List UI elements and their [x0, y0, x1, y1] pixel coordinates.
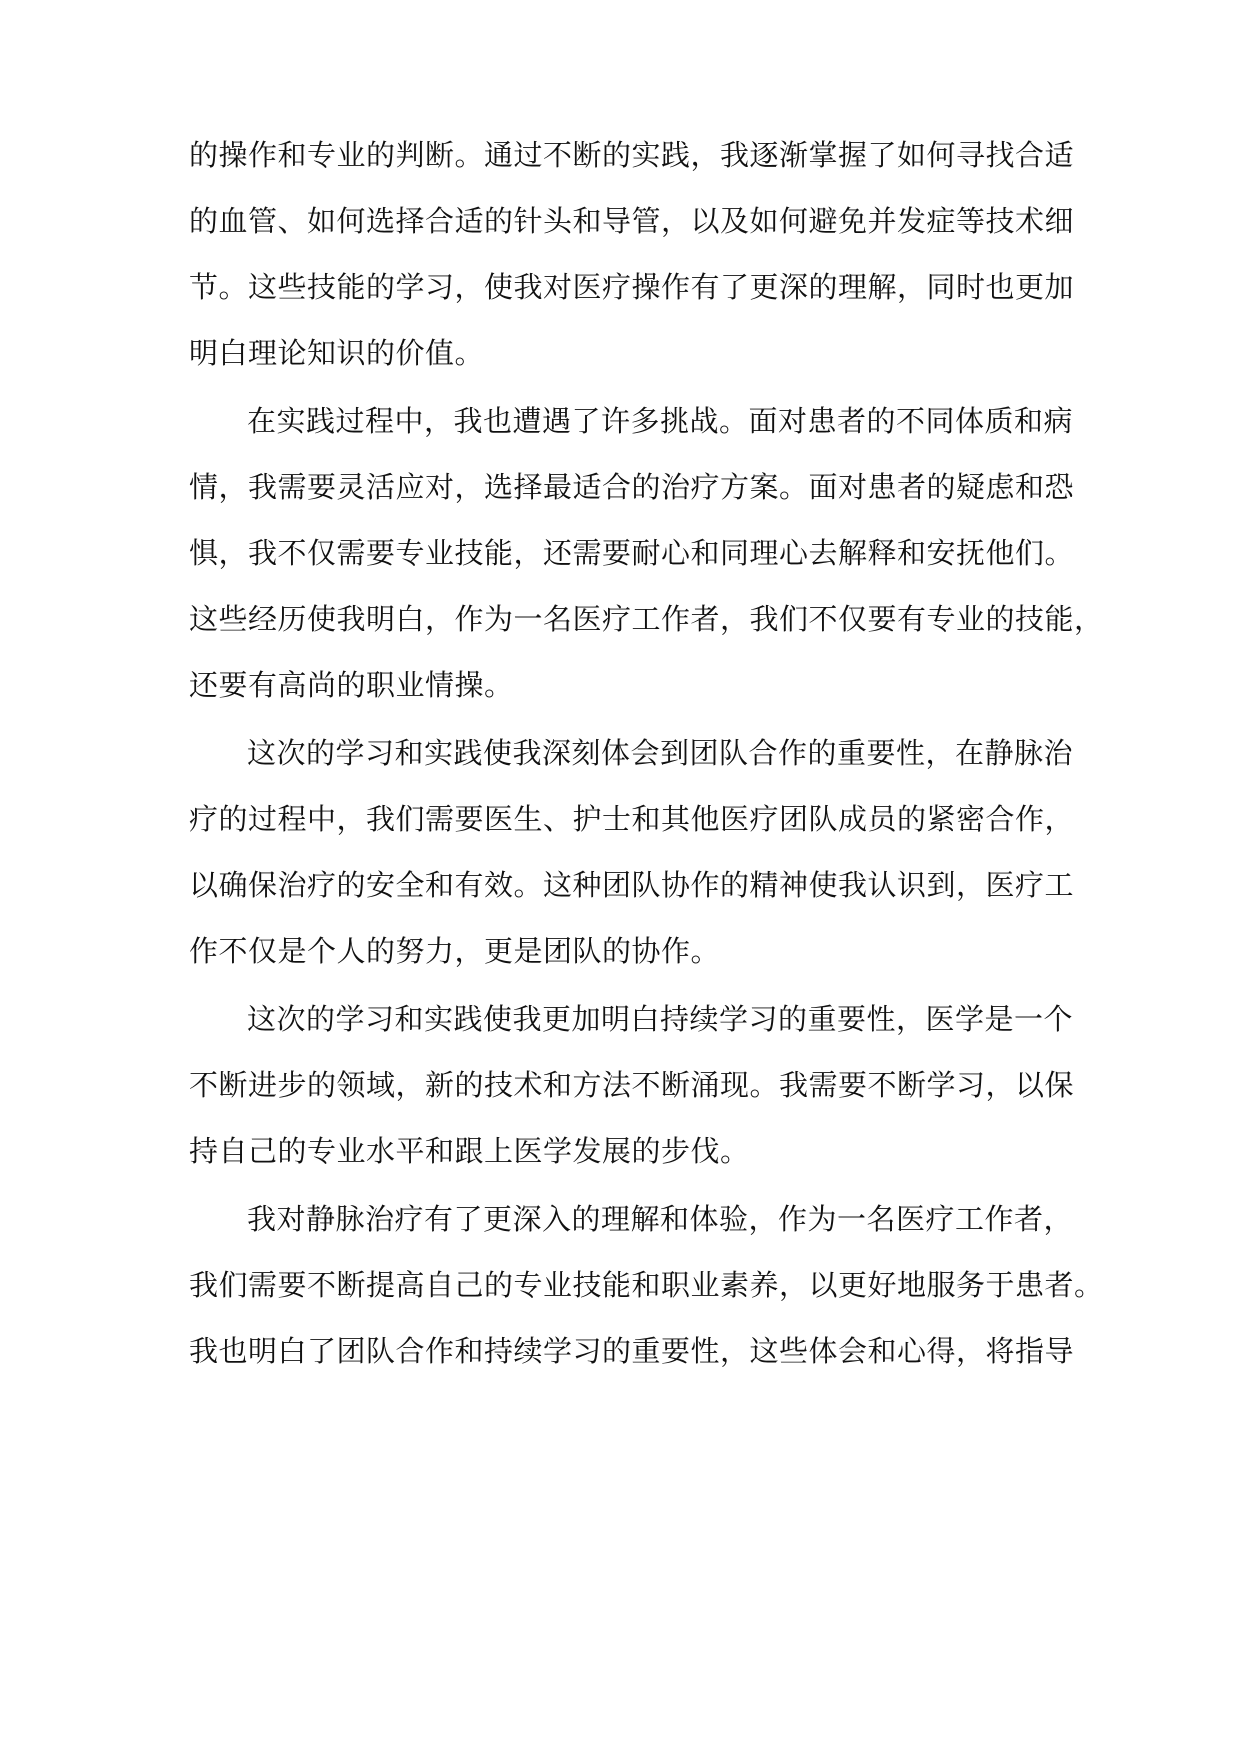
text-line: 这些经历使我明白，作为一名医疗工作者，我们不仅要有专业的技能， [189, 602, 1104, 636]
text-line: 明白理论知识的价值。 [189, 336, 485, 370]
text-line: 不断进步的领域，新的技术和方法不断涌现。我需要不断学习，以保 [189, 1068, 1075, 1102]
text-line: 我们需要不断提高自己的专业技能和职业素养，以更好地服务于患者。 [189, 1268, 1104, 1302]
text-line: 的操作和专业的判断。通过不断的实践，我逐渐掌握了如何寻找合适 [189, 138, 1075, 172]
text-line: 惧，我不仅需要专业技能，还需要耐心和同理心去解释和安抚他们。 [189, 536, 1075, 570]
text-line: 以确保治疗的安全和有效。这种团队协作的精神使我认识到，医疗工 [189, 868, 1075, 902]
text-line: 持自己的专业水平和跟上医学发展的步伐。 [189, 1134, 750, 1168]
text-line: 疗的过程中，我们需要医生、护士和其他医疗团队成员的紧密合作， [189, 802, 1075, 836]
text-line: 作不仅是个人的努力，更是团队的协作。 [189, 934, 721, 968]
paragraph-first-line: 我对静脉治疗有了更深入的理解和体验，作为一名医疗工作者， [247, 1202, 1074, 1236]
text-line: 节。这些技能的学习，使我对医疗操作有了更深的理解，同时也更加 [189, 270, 1075, 304]
paragraph-first-line: 在实践过程中，我也遭遇了许多挑战。面对患者的不同体质和病 [247, 404, 1074, 438]
text-line: 情，我需要灵活应对，选择最适合的治疗方案。面对患者的疑虑和恐 [189, 470, 1075, 504]
paragraph-first-line: 这次的学习和实践使我深刻体会到团队合作的重要性，在静脉治 [247, 736, 1074, 770]
text-line: 我也明白了团队合作和持续学习的重要性，这些体会和心得，将指导 [189, 1334, 1075, 1368]
text-line: 还要有高尚的职业情操。 [189, 668, 514, 702]
text-line: 的血管、如何选择合适的针头和导管，以及如何避免并发症等技术细 [189, 204, 1075, 238]
paragraph-first-line: 这次的学习和实践使我更加明白持续学习的重要性，医学是一个 [247, 1002, 1074, 1036]
